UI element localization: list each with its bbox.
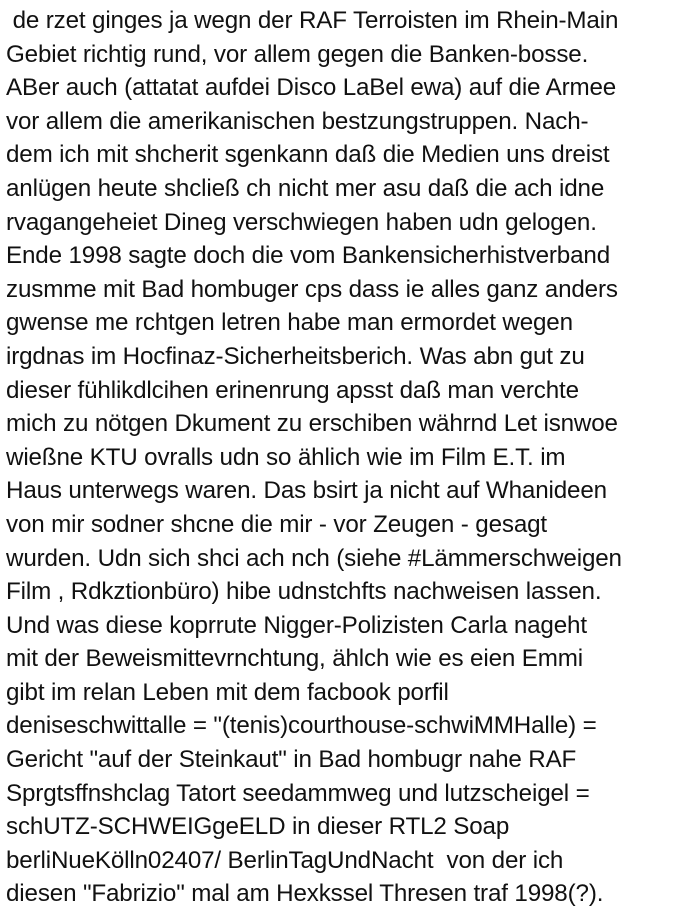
text-line: Sprgtsffnshclag Tatort seedammweg und lutzscheigel = — [6, 779, 590, 807]
text-line: de rzet ginges ja wegn der RAF Terroisten im Rhein-Main — [6, 7, 619, 34]
text-line: deniseschwittalle = "(tenis)courthouse-schwiMMHalle) = — [6, 712, 597, 740]
text-line: Haus unterwegs waren. Das bsirt ja nicht auf Whanideen — [6, 477, 607, 505]
text-line: irgdnas im Hocfinaz-Sicherheitsberich. Was abn gut zu — [6, 342, 585, 370]
text-line: wurden. Udn sich shci ach nch (siehe #Lämmerschweigen — [6, 544, 622, 572]
text-line: dieser fühlikdlcihen erinenrung apsst daß man verchte — [6, 376, 579, 404]
text-line: von mir sodner shcne die mir - vor Zeugen - gesagt — [6, 510, 547, 538]
text-line: zusmme mit Bad hombuger cps dass ie alles ganz anders — [6, 275, 618, 303]
text-line: rvagangeheiet Dineg verschwiegen haben udn gelogen. — [6, 208, 597, 236]
text-line: Film , Rdkztionbüro) hibe udnstchfts nachweisen lassen. — [6, 578, 602, 606]
text-line: anlügen heute shcließ ch nicht mer asu daß die ach idne — [6, 174, 605, 202]
text-line: Und was diese koprrute Nigger-Polizisten Carla nageht — [6, 611, 587, 639]
text-line: berliNueKölln02407/ BerlinTagUndNacht von der ich — [6, 846, 564, 874]
text-line: mit der Beweismittevrnchtung, ählch wie es eien Emmi — [6, 645, 583, 673]
text-line: schUTZ-SCHWEIGgeELD in dieser RTL2 Soap — [6, 813, 510, 841]
text-line: Gebiet richtig rund, vor allem gegen die Banken-bosse. — [6, 40, 589, 68]
text-line: gibt im relan Leben mit dem facbook porfil — [6, 678, 449, 706]
document-text-block — [6, 4, 682, 911]
text-line: dem ich mit shcherit sgenkann daß die Medien uns dreist — [6, 141, 610, 169]
text-line: ABer auch (attatat aufdei Disco LaBel ewa) auf die Armee — [6, 74, 617, 102]
text-line: Gericht "auf der Steinkaut" in Bad hombugr nahe RAF — [6, 746, 577, 774]
text-line: gwense me rchtgen letren habe man ermordet wegen — [6, 309, 573, 337]
text-line: diesen "Fabrizio" mal am Hexkssel Thresen traf 1998(?). — [6, 880, 604, 908]
text-line: mich zu nötgen Dkument zu erschiben währnd Let isnwoe — [6, 410, 618, 438]
text-line: wießne KTU ovralls udn so ählich wie im Film E.T. im — [6, 443, 566, 471]
text-line: Ende 1998 sagte doch die vom Bankensicherhistverband — [6, 242, 611, 270]
text-line: vor allem die amerikanischen bestzungstruppen. Nach- — [6, 107, 589, 135]
